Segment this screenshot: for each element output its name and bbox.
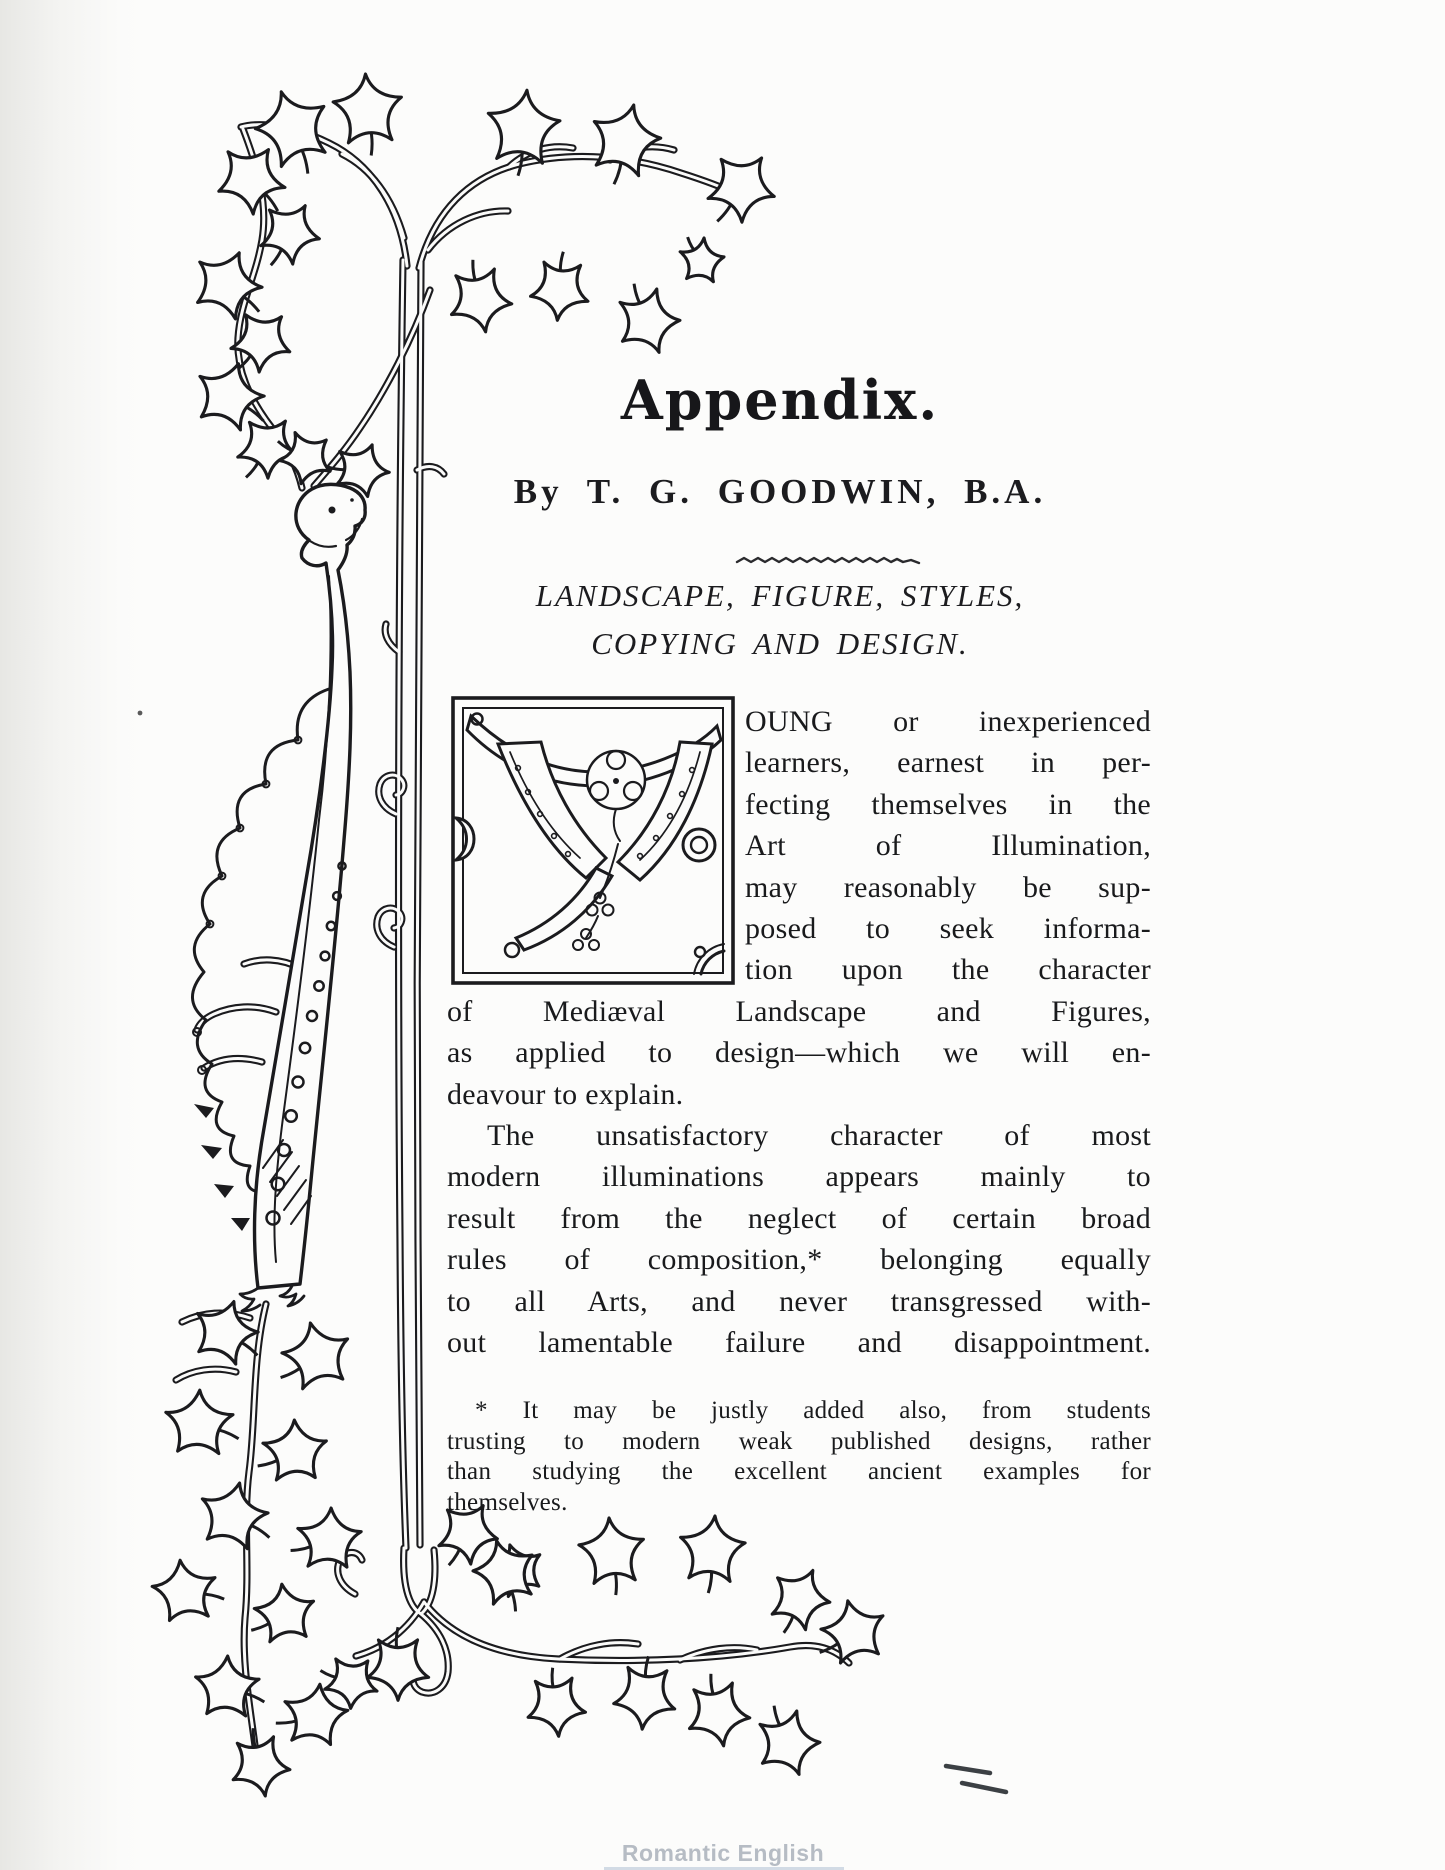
text-line: * It may be justly added also, from students: [475, 1397, 1151, 1424]
text-line: themselves.: [447, 1488, 568, 1516]
dragon-claws: [240, 1286, 304, 1311]
author-byline: By T. G. GOODWIN, B.A.: [513, 472, 1047, 511]
text-line: of Mediæval Landscape and Figures,: [447, 995, 1151, 1028]
footnote: [447, 1396, 1151, 1518]
pen-dashes: [946, 1766, 1006, 1792]
text-line: out lamentable failure and disappointment.: [447, 1325, 1151, 1359]
text-line: OUNG or inexperienced: [745, 705, 1151, 738]
paragraph1-full-width: [447, 991, 1151, 1115]
text-line: learners, earnest in per-: [745, 746, 1151, 780]
watermark-text: Romantic English: [621, 1840, 825, 1866]
text-line: to all Arts, and never transgressed with-: [447, 1284, 1151, 1318]
text-line: modern illuminations appears mainly to: [447, 1160, 1151, 1194]
paragraph2: [447, 1115, 1151, 1363]
dragon-ornament: [240, 484, 365, 1311]
text-line: rules of composition,* belonging equally: [447, 1243, 1151, 1277]
text-line: result from the neglect of certain broad: [447, 1201, 1151, 1235]
paragraph1-wrapped-column: [745, 701, 1151, 991]
text-line: fecting themselves in the: [745, 787, 1151, 821]
subtitle-line-2: COPYING AND DESIGN.: [591, 626, 969, 661]
text-line: posed to seek informa-: [745, 911, 1151, 945]
text-line: The unsatisfactory character of most: [487, 1119, 1151, 1152]
text-line: as applied to design—which we will en-: [447, 1036, 1151, 1070]
text-line: trusting to modern weak published designs, rather: [447, 1427, 1151, 1455]
illuminated-initial-y: [453, 698, 733, 983]
text-line: deavour to explain.: [447, 1077, 684, 1111]
dragon-eye: [329, 507, 336, 514]
text-line: than studying the excellent ancient examples for: [447, 1458, 1151, 1486]
wavy-divider: [735, 554, 955, 568]
text-line: tion upon the character: [745, 953, 1151, 987]
page-title: Appendix.: [620, 368, 940, 432]
subtitle-line-1: LANDSCAPE, FIGURE, STYLES,: [535, 578, 1025, 613]
text-line: Art of Illumination,: [745, 829, 1151, 863]
text-line: may reasonably be sup-: [745, 870, 1151, 904]
ink-speck: [138, 711, 143, 716]
